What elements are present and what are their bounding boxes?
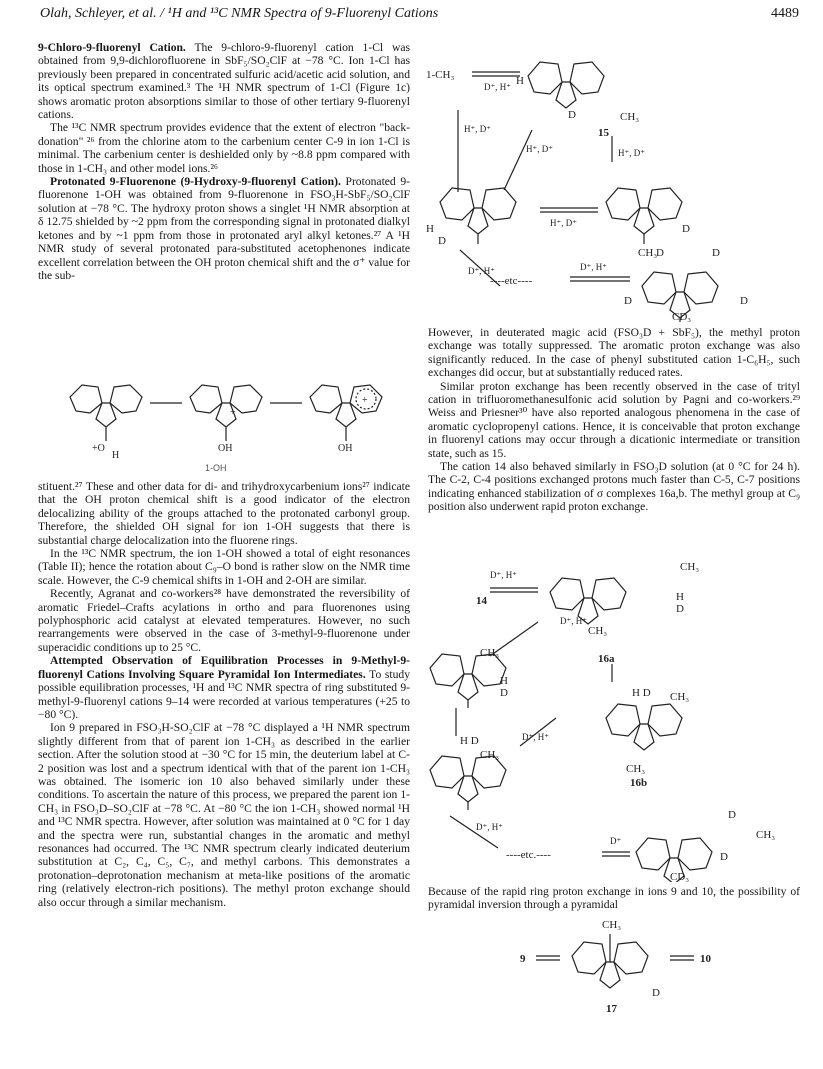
scheme-pyramidal-17 <box>520 916 740 1016</box>
section-head-chloro: 9-Chloro-9-fluorenyl Cation. <box>38 41 186 54</box>
atom-label-oh-3: OH <box>338 443 353 454</box>
paragraph-ion-9: Ion 9 prepared in FSO₃H-SO₂ClF at −78 °C displayed a ¹H NMR spectrum slightly different from that of parent ion 1-CH₃ as described in the earlier section. After the solution stood at −30 °C for 15 min, the deuterium label at C-2 position was lost and a spectrum identical with that of the parent ion 1-CH₃ was obtained. The isomeric ion 10 also behaved similarly under these conditions. To ascertain the nature of this process, we prepared the parent ion 1-CH₃ in FSO₃D–SO₂ClF at −78 °C. At −80 °C the ion 1-CH₃ showed normal ¹H and ¹³C NMR spectra. However, after solution was maintained at 0 °C for 1 day and the spectra were run, substantial changes in the aromatic and methyl resonances had occurred. The ¹³C NMR spectrum clearly indicated deuterium substitution at C₂, C₄, C₅, C₇, and methyl carbons. This demonstrates a protonation–deprotonation mechanism at meta-like positions of the aromatic ring (relatively electron-rich positions). The methyl proton exchange should also occur through a similar mechanism. <box>38 721 410 909</box>
atom-d-bottom-left: D <box>624 295 632 307</box>
reagent-3: H⁺, D⁺ <box>526 144 553 154</box>
compound-16a: 16a <box>598 653 615 665</box>
label-10: 10 <box>700 953 711 965</box>
atom-ch3-15: CH₃ <box>620 111 640 123</box>
paragraph-chloro: 9-Chloro-9-fluorenyl Cation. The 9-chloro-9-fluorenyl cation 1-Cl was obtained from 9,9-dichlorofluorene in SbF₅/SO₂ClF at −78 °C. Ion 1-Cl has previously been prepared in concentrated sulfuric acid/acetic acid solution, and its optical spectrum examined.³ The ¹H NMR spectrum of 1-Cl (Figure 1c) shows aromatic proton absorptions similar to those of other tertiary 9-fluorenyl cations. <box>38 41 410 122</box>
atom-d-bottom-right: D <box>740 295 748 307</box>
fluorenyl-structure-2 <box>190 385 262 441</box>
dication-15 <box>528 62 604 108</box>
reagent-9: D⁺, H⁺ <box>560 616 587 626</box>
paragraph-equilibration: Attempted Observation of Equilibration Processes in 9-Methyl-9-fluorenyl Cations Involving Square Pyramidal Ion Intermediates. To study possible equilibration processes, ¹H and ¹³C NMR spectra of ring substituted 9-methyl-9-fluorenyl cations 9–14 were recorded at various temperatures (+25 to −80 °C). <box>38 654 411 721</box>
reagent-7: D⁺, H⁺ <box>580 262 607 272</box>
atom-h-left2: H <box>500 675 508 687</box>
pyramidal-ion-17 <box>572 934 648 988</box>
left-column-top <box>38 41 410 282</box>
page-number: 4489 <box>771 6 799 21</box>
sigma-complex-left <box>440 188 516 244</box>
charge-plus-3: + <box>362 395 368 406</box>
fluorenyl-structure-1 <box>70 385 142 441</box>
paragraph-pyramidal: Because of the rapid ring proton exchange in ions 9 and 10, the possibility of pyramidal inversion through a pyramidal <box>428 885 800 912</box>
atom-ch3-14: CH₃ <box>680 561 700 573</box>
left-column-bottom <box>38 480 410 909</box>
atom-d-top-left: D <box>656 247 664 259</box>
atom-label-h: H <box>112 450 120 461</box>
compound-17: 17 <box>606 1003 617 1015</box>
atom-hd-16b: H D <box>632 687 651 699</box>
cation-right <box>606 188 682 244</box>
reagent-12: D⁺ <box>610 836 622 846</box>
right-column-bottom <box>428 885 800 912</box>
reagent-8: D⁺, H⁺ <box>490 570 517 580</box>
right-column-mid <box>428 326 800 514</box>
atom-label-plus-o: +O <box>92 443 105 454</box>
atom-d-14: D <box>676 603 684 615</box>
etc-arrow-1: ----etc---- <box>490 275 533 287</box>
atom-ch3-left2: CH₃ <box>480 647 500 659</box>
reagent-1: D⁺, H⁺ <box>484 82 511 92</box>
atom-ch3-16b: CH₃ <box>670 691 690 703</box>
fluorenyl-structure-3 <box>310 385 382 441</box>
paragraph-trityl: Similar proton exchange has been recently observed in the case of trityl cation in trifluoromethanesulfonic acid solution by Pagni and co-workers.²⁹ Weiss and Priesner³⁰ have also reported analogous phenomena in the case of aromatic cyclopropenyl cations. Hence, it is conceivable that proton exchange in fluorenyl cations may occur through a dicationic intermediate or transition state, such as 15. <box>428 379 800 460</box>
running-title: Olah, Schleyer, et al. / ¹H and ¹³C NMR Spectra of 9-Fluorenyl Cations <box>40 6 439 21</box>
atom-d-15: D <box>568 109 576 121</box>
atom-h-left: H <box>426 223 434 235</box>
paragraph-c13-oh: In the ¹³C NMR spectrum, the ion 1-OH showed a total of eight resonances (Table II); hence the rotation about C₉–O bond is rather slow on the NMR time scale. However, the C-9 chemical shifts in 1-OH and 2-OH are similar. <box>38 547 410 587</box>
atom-ch3-left3: CH₃ <box>480 749 500 761</box>
atom-d-left: D <box>438 235 446 247</box>
paragraph-agranat: Recently, Agranat and co-workers²⁸ have demonstrated the reversibility of aromatic Friedel–Crafts acylations in ortho and para fluorenones using polyphosphoric acid catalyst at elevated temperatures. However, no such rearrangements were observed in the case of 3-methyl-9-fluorenone under superacidic conditions up to 25 °C. <box>38 587 410 654</box>
reagent-10: D⁺, H⁺ <box>522 732 549 742</box>
atom-d-top: D <box>728 809 736 821</box>
paragraph-fluorenone: Protonated 9-Fluorenone (9-Hydroxy-9-fluorenyl Cation). Protonated 9-fluorenone 1-OH was obtained from 9-fluorenone in FSO₃H-SbF₅/SO₂ClF solution at −78 °C. The hydroxy proton shows a singlet ¹H NMR absorption at δ 12.75 shielded by ~2 ppm from the corresponding signal in protonated dialkyl ketones and by ~1 ppm from those in protonated aryl alkyl ketones.²⁷ A ¹H NMR study of several protonated para-substituted acetophenones indicate excellent correlation between the OH proton chemical shift and the σ⁺ value for the sub- <box>38 175 410 282</box>
atom-ch3-16b-bottom: CH₃ <box>626 763 646 775</box>
reagent-11: D⁺, H⁺ <box>476 822 503 832</box>
label-14: 14 <box>476 595 487 607</box>
atom-ch3-right: CH₃ <box>638 247 658 259</box>
atom-cd3-2: CD₃ <box>670 871 690 882</box>
resonance-structures-1-oh <box>40 355 410 470</box>
scheme-proton-exchange-15 <box>420 40 800 322</box>
scheme-sigma-complexes-16 <box>420 560 800 882</box>
atom-h-14: H <box>676 591 684 603</box>
atom-label-oh-2: OH <box>218 443 233 454</box>
atom-hd-left3: H D <box>460 735 479 747</box>
paragraph-cation-14: The cation 14 also behaved similarly in FSO₃D solution (at 0 °C for 24 h). The C-2, C-4 positions exchanged protons much faster than C-5, C-7 positions indicating enhanced stabilization of σ complexes 16a,b. The methyl group at C₉ position also underwent rapid proton exchange. <box>428 460 800 514</box>
reagent-6: D⁺, H⁺ <box>468 266 495 276</box>
atom-ch3-top: CH₃ <box>756 829 776 841</box>
atom-ch3-14b: CH₃ <box>588 625 608 637</box>
paragraph-c13-chloro: The ¹³C NMR spectrum provides evidence that the extent of electron "back-donation" ²⁶ from the chlorine atom to the carbenium center C-9 in ion 1-Cl is minimal. The carbenium center is deshielded only by ~8.8 ppm compared with those in 1-CH₃ and other model ions.²⁶ <box>38 121 410 175</box>
sigma-complex-16b <box>606 704 682 750</box>
compound-15: 15 <box>598 127 609 139</box>
paragraph-oh-shift: stituent.²⁷ These and other data for di- and trihydroxycarbenium ions²⁷ indicate that the OH proton chemical shift is a good indicator of the electron delocalizing ability of the groups attached to the protonated carbonyl group. Therefore, the shielded OH signal for ion 1-OH suggests that there is substantial charge delocalization into the fluorene rings. <box>38 480 410 547</box>
atom-h-15: H <box>516 75 524 87</box>
sigma-complex-left-2 <box>430 654 506 708</box>
charge-plus-2: + <box>230 407 236 418</box>
reagent-2: H⁺, D⁺ <box>464 124 491 134</box>
atom-d-right: D <box>682 223 690 235</box>
paragraph-magic-acid: However, in deuterated magic acid (FSO₃D + SbF₅), the methyl proton exchange was totally suppressed. The aromatic proton exchange was also significantly reduced. In the case of phenyl substituted cation 1-C₆H₅, such exchanges did occur, but at substantially reduced rates. <box>428 326 800 380</box>
compound-16b: 16b <box>630 777 648 789</box>
reagent-4: H⁺, D⁺ <box>618 148 645 158</box>
atom-d-right2: D <box>720 851 728 863</box>
section-head-equilibration: Attempted Observation of Equilibration Processes in 9-Methyl-9-fluorenyl Cations Involving Square Pyramidal Ion Intermediates. <box>38 654 410 681</box>
reagent-5: H⁺, D⁺ <box>550 218 577 228</box>
atom-ch3-17: CH₃ <box>602 919 622 931</box>
label-1-ch3: 1-CH₃ <box>426 69 455 81</box>
sigma-complex-left-3 <box>430 756 506 810</box>
atom-d-top-right: D <box>712 247 720 259</box>
label-9: 9 <box>520 953 526 965</box>
atom-cd3: CD₃ <box>672 311 692 322</box>
structure-caption: 1-OH <box>205 463 227 473</box>
section-head-fluorenone: Protonated 9-Fluorenone (9-Hydroxy-9-fluorenyl Cation). <box>50 175 341 189</box>
atom-d-left2: D <box>500 687 508 699</box>
atom-d-17: D <box>652 987 660 999</box>
etc-arrow-2: ----etc.---- <box>506 849 551 861</box>
